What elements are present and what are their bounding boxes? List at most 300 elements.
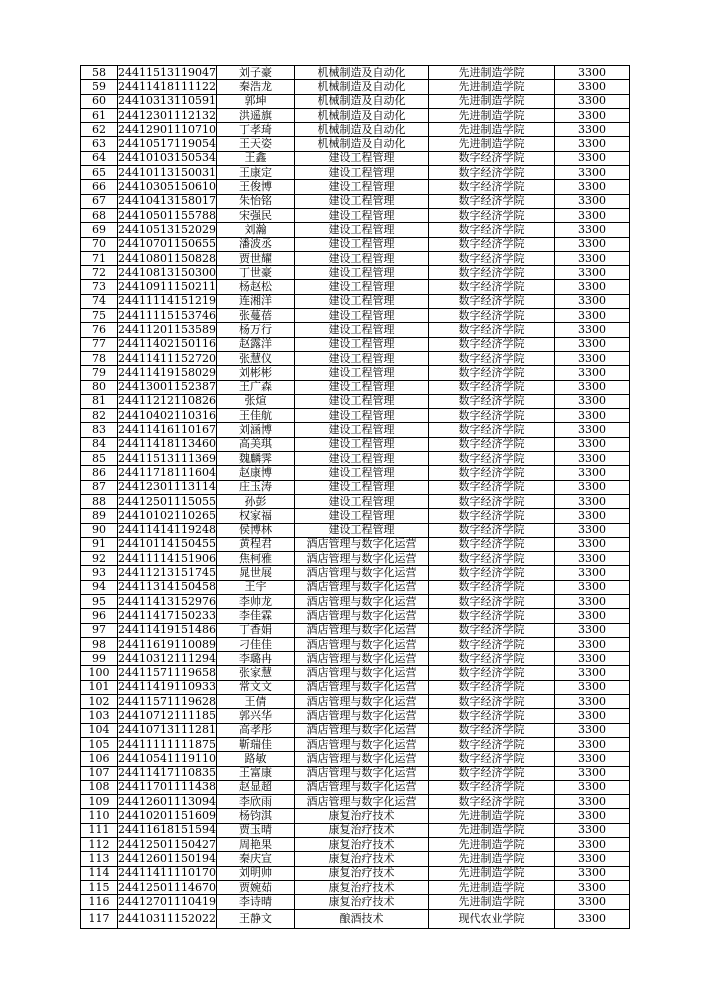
table-row (81, 137, 630, 151)
table-row (81, 795, 630, 809)
amount-cell: 3300 (554, 866, 629, 880)
major-cell: 酒店管理与数字化运营 (294, 695, 428, 709)
college-cell: 数字经济学院 (428, 337, 554, 351)
table-row (81, 680, 630, 694)
student-id-cell: 24410517119054 (118, 137, 216, 151)
major-cell: 建设工程管理 (294, 166, 428, 180)
table-row (81, 409, 630, 423)
amount-cell: 3300 (554, 166, 629, 180)
student-id-cell: 24412901110710 (118, 122, 216, 136)
student-id-cell: 24411571119628 (118, 694, 216, 708)
amount-cell: 3300 (554, 66, 629, 80)
amount-cell: 3300 (554, 366, 629, 380)
college-cell: 数字经济学院 (428, 166, 554, 180)
amount-cell: 3300 (554, 280, 629, 294)
row-number-cell: 86 (81, 466, 118, 480)
major-cell: 建设工程管理 (294, 437, 428, 451)
row-number-cell: 96 (81, 609, 118, 623)
student-name-cell: 杨万行 (216, 323, 294, 337)
major-cell: 建设工程管理 (294, 509, 428, 523)
college-cell: 数字经济学院 (428, 723, 554, 737)
table-row (81, 366, 630, 380)
student-name-cell: 刘明帅 (216, 866, 294, 880)
student-id-cell: 24410313110591 (118, 94, 216, 108)
row-number-cell: 78 (81, 351, 118, 365)
college-cell: 数字经济学院 (428, 494, 554, 508)
amount-cell: 3300 (554, 766, 629, 780)
student-id-cell: 24410312111294 (118, 651, 216, 665)
college-cell: 数字经济学院 (428, 452, 554, 466)
student-id-cell: 24410541119110 (118, 751, 216, 765)
student-id-cell: 24410813150300 (118, 265, 216, 279)
student-name-cell: 郭坤 (216, 94, 294, 108)
student-roster-table (80, 65, 630, 929)
college-cell: 数字经济学院 (428, 409, 554, 423)
college-cell: 先进制造学院 (428, 80, 554, 94)
college-cell: 先进制造学院 (428, 66, 554, 80)
amount-cell: 3300 (554, 838, 629, 852)
table-row (81, 394, 630, 408)
student-id-cell: 24411571119658 (118, 666, 216, 680)
amount-cell: 3300 (554, 895, 629, 909)
college-cell: 数字经济学院 (428, 394, 554, 408)
major-cell: 建设工程管理 (294, 466, 428, 480)
college-cell: 数字经济学院 (428, 695, 554, 709)
student-id-cell: 24410201151609 (118, 809, 216, 823)
row-number-cell: 115 (81, 880, 118, 894)
amount-cell: 3300 (554, 823, 629, 837)
table-row (81, 208, 630, 222)
student-id-cell: 24412701110419 (118, 894, 216, 908)
major-cell: 酒店管理与数字化运营 (294, 594, 428, 608)
table-row (81, 809, 630, 823)
student-name-cell: 丁香娟 (216, 623, 294, 637)
college-cell: 数字经济学院 (428, 251, 554, 265)
student-id-cell: 24411213151745 (118, 566, 216, 580)
table-row (81, 880, 630, 894)
student-name-cell: 杨钧淇 (216, 809, 294, 823)
major-cell: 酒店管理与数字化运营 (294, 780, 428, 794)
amount-cell: 3300 (554, 852, 629, 866)
table-row (81, 223, 630, 237)
row-number-cell: 83 (81, 423, 118, 437)
major-cell: 康复治疗技术 (294, 880, 428, 894)
table-row (81, 280, 630, 294)
major-cell: 建设工程管理 (294, 151, 428, 165)
student-id-cell: 24410501155788 (118, 208, 216, 222)
major-cell: 酒店管理与数字化运营 (294, 723, 428, 737)
student-name-cell: 刘涵博 (216, 423, 294, 437)
student-name-cell: 张煊 (216, 394, 294, 408)
row-number-cell: 97 (81, 623, 118, 637)
student-name-cell: 王佳航 (216, 409, 294, 423)
student-id-cell: 24411513119047 (118, 65, 216, 79)
table-row (81, 94, 630, 108)
student-name-cell: 周艳果 (216, 838, 294, 852)
student-id-cell: 24411701111438 (118, 780, 216, 794)
amount-cell: 3300 (554, 752, 629, 766)
college-cell: 数字经济学院 (428, 266, 554, 280)
major-cell: 机械制造及自动化 (294, 94, 428, 108)
amount-cell: 3300 (554, 294, 629, 308)
major-cell: 建设工程管理 (294, 294, 428, 308)
amount-cell: 3300 (554, 137, 629, 151)
student-name-cell: 李帅龙 (216, 594, 294, 608)
table-row (81, 566, 630, 580)
major-cell: 酒店管理与数字化运营 (294, 566, 428, 580)
table-row (81, 380, 630, 394)
student-id-cell: 24413001152387 (118, 380, 216, 394)
row-number-cell: 87 (81, 480, 118, 494)
amount-cell: 3300 (554, 537, 629, 551)
table-row (81, 652, 630, 666)
student-id-cell: 24411416110167 (118, 423, 216, 437)
table-row (81, 780, 630, 794)
amount-cell: 3300 (554, 709, 629, 723)
table-row (81, 637, 630, 651)
table-row (81, 466, 630, 480)
row-number-cell: 80 (81, 380, 118, 394)
student-name-cell: 刘子豪 (216, 66, 294, 80)
row-number-cell: 65 (81, 166, 118, 180)
student-name-cell: 庄玉涛 (216, 480, 294, 494)
table-row (81, 623, 630, 637)
amount-cell: 3300 (554, 194, 629, 208)
row-number-cell: 67 (81, 194, 118, 208)
student-name-cell: 秦浩龙 (216, 80, 294, 94)
college-cell: 数字经济学院 (428, 294, 554, 308)
student-id-cell: 24411114151219 (118, 294, 216, 308)
major-cell: 建设工程管理 (294, 380, 428, 394)
student-name-cell: 朱怡铭 (216, 194, 294, 208)
amount-cell: 3300 (554, 552, 629, 566)
amount-cell: 3300 (554, 251, 629, 265)
major-cell: 建设工程管理 (294, 208, 428, 222)
major-cell: 康复治疗技术 (294, 809, 428, 823)
student-name-cell: 刁佳佳 (216, 637, 294, 651)
table-row (81, 752, 630, 766)
table-row (81, 909, 630, 928)
college-cell: 数字经济学院 (428, 380, 554, 394)
row-number-cell: 85 (81, 452, 118, 466)
student-name-cell: 王天姿 (216, 137, 294, 151)
college-cell: 数字经济学院 (428, 151, 554, 165)
student-id-cell: 24411115153746 (118, 308, 216, 322)
student-name-cell: 王静文 (216, 909, 294, 928)
table-row (81, 580, 630, 594)
college-cell: 数字经济学院 (428, 208, 554, 222)
amount-cell: 3300 (554, 223, 629, 237)
major-cell: 建设工程管理 (294, 337, 428, 351)
amount-cell: 3300 (554, 566, 629, 580)
student-name-cell: 王倩 (216, 695, 294, 709)
student-id-cell: 24411419158029 (118, 365, 216, 379)
row-number-cell: 117 (81, 909, 118, 928)
amount-cell: 3300 (554, 737, 629, 751)
student-id-cell: 24410102110265 (118, 508, 216, 522)
row-number-cell: 112 (81, 838, 118, 852)
college-cell: 先进制造学院 (428, 809, 554, 823)
student-id-cell: 24411411152720 (118, 351, 216, 365)
student-name-cell: 高孝彤 (216, 723, 294, 737)
amount-cell: 3300 (554, 351, 629, 365)
amount-cell: 3300 (554, 695, 629, 709)
major-cell: 机械制造及自动化 (294, 137, 428, 151)
major-cell: 酒店管理与数字化运营 (294, 795, 428, 809)
amount-cell: 3300 (554, 623, 629, 637)
major-cell: 建设工程管理 (294, 480, 428, 494)
amount-cell: 3300 (554, 609, 629, 623)
major-cell: 酿酒技术 (294, 909, 428, 928)
college-cell: 现代农业学院 (428, 909, 554, 928)
college-cell: 数字经济学院 (428, 237, 554, 251)
row-number-cell: 90 (81, 523, 118, 537)
table-row (81, 309, 630, 323)
student-name-cell: 贾世耀 (216, 251, 294, 265)
student-name-cell: 连湘洋 (216, 294, 294, 308)
major-cell: 建设工程管理 (294, 309, 428, 323)
major-cell: 酒店管理与数字化运营 (294, 537, 428, 551)
student-id-cell: 24411402150116 (118, 337, 216, 351)
table-row (81, 180, 630, 194)
amount-cell: 3300 (554, 523, 629, 537)
row-number-cell: 75 (81, 309, 118, 323)
student-name-cell: 王俊博 (216, 180, 294, 194)
student-id-cell: 24411314150458 (118, 580, 216, 594)
table-row (81, 852, 630, 866)
row-number-cell: 100 (81, 666, 118, 680)
row-number-cell: 84 (81, 437, 118, 451)
table-row (81, 237, 630, 251)
table-row (81, 423, 630, 437)
table-body (81, 66, 630, 929)
major-cell: 酒店管理与数字化运营 (294, 709, 428, 723)
college-cell: 先进制造学院 (428, 852, 554, 866)
amount-cell: 3300 (554, 680, 629, 694)
student-id-cell: 24410413158017 (118, 194, 216, 208)
table-row (81, 437, 630, 451)
amount-cell: 3300 (554, 494, 629, 508)
table-row (81, 766, 630, 780)
amount-cell: 3300 (554, 237, 629, 251)
table-row (81, 294, 630, 308)
row-number-cell: 69 (81, 223, 118, 237)
major-cell: 建设工程管理 (294, 394, 428, 408)
student-name-cell: 王鑫 (216, 151, 294, 165)
amount-cell: 3300 (554, 909, 629, 928)
college-cell: 先进制造学院 (428, 108, 554, 122)
college-cell: 数字经济学院 (428, 351, 554, 365)
student-id-cell: 24410513152029 (118, 222, 216, 236)
amount-cell: 3300 (554, 409, 629, 423)
row-number-cell: 79 (81, 366, 118, 380)
student-name-cell: 洪遥旗 (216, 108, 294, 122)
amount-cell: 3300 (554, 337, 629, 351)
major-cell: 酒店管理与数字化运营 (294, 766, 428, 780)
table-row (81, 480, 630, 494)
college-cell: 数字经济学院 (428, 666, 554, 680)
student-name-cell: 高美琪 (216, 437, 294, 451)
amount-cell: 3300 (554, 151, 629, 165)
row-number-cell: 108 (81, 780, 118, 794)
college-cell: 先进制造学院 (428, 94, 554, 108)
amount-cell: 3300 (554, 309, 629, 323)
student-id-cell: 24411413152976 (118, 594, 216, 608)
amount-cell: 3300 (554, 380, 629, 394)
row-number-cell: 102 (81, 695, 118, 709)
major-cell: 康复治疗技术 (294, 895, 428, 909)
college-cell: 先进制造学院 (428, 866, 554, 880)
student-id-cell: 24411418111122 (118, 79, 216, 93)
major-cell: 建设工程管理 (294, 323, 428, 337)
row-number-cell: 63 (81, 137, 118, 151)
college-cell: 数字经济学院 (428, 795, 554, 809)
table-row (81, 523, 630, 537)
college-cell: 先进制造学院 (428, 123, 554, 137)
row-number-cell: 98 (81, 637, 118, 651)
college-cell: 数字经济学院 (428, 580, 554, 594)
college-cell: 数字经济学院 (428, 566, 554, 580)
major-cell: 机械制造及自动化 (294, 80, 428, 94)
table-row (81, 609, 630, 623)
college-cell: 数字经济学院 (428, 223, 554, 237)
college-cell: 数字经济学院 (428, 480, 554, 494)
amount-cell: 3300 (554, 580, 629, 594)
college-cell: 数字经济学院 (428, 537, 554, 551)
student-name-cell: 靳瑞佳 (216, 737, 294, 751)
amount-cell: 3300 (554, 266, 629, 280)
major-cell: 建设工程管理 (294, 280, 428, 294)
amount-cell: 3300 (554, 637, 629, 651)
table-row (81, 838, 630, 852)
amount-cell: 3300 (554, 323, 629, 337)
college-cell: 数字经济学院 (428, 652, 554, 666)
table-row (81, 723, 630, 737)
table-row (81, 194, 630, 208)
row-number-cell: 58 (81, 66, 118, 80)
student-name-cell: 路敏 (216, 752, 294, 766)
amount-cell: 3300 (554, 666, 629, 680)
row-number-cell: 94 (81, 580, 118, 594)
major-cell: 酒店管理与数字化运营 (294, 652, 428, 666)
student-name-cell: 杨赵松 (216, 280, 294, 294)
row-number-cell: 77 (81, 337, 118, 351)
major-cell: 建设工程管理 (294, 266, 428, 280)
college-cell: 数字经济学院 (428, 637, 554, 651)
college-cell: 数字经济学院 (428, 780, 554, 794)
student-id-cell: 24410311152022 (118, 909, 217, 928)
table-row (81, 80, 630, 94)
major-cell: 建设工程管理 (294, 494, 428, 508)
row-number-cell: 82 (81, 409, 118, 423)
row-number-cell: 72 (81, 266, 118, 280)
student-id-cell: 24410712111185 (118, 709, 216, 722)
student-name-cell: 李佳霖 (216, 609, 294, 623)
student-name-cell: 常文文 (216, 680, 294, 694)
table-row (81, 166, 630, 180)
major-cell: 机械制造及自动化 (294, 108, 428, 122)
amount-cell: 3300 (554, 880, 629, 894)
amount-cell: 3300 (554, 94, 629, 108)
row-number-cell: 116 (81, 895, 118, 909)
student-id-cell: 24410713111281 (118, 723, 216, 737)
college-cell: 数字经济学院 (428, 509, 554, 523)
major-cell: 建设工程管理 (294, 351, 428, 365)
row-number-cell: 91 (81, 537, 118, 551)
row-number-cell: 114 (81, 866, 118, 880)
college-cell: 数字经济学院 (428, 466, 554, 480)
student-id-cell: 24412501115055 (118, 494, 216, 508)
student-name-cell: 王富康 (216, 766, 294, 780)
table-row (81, 823, 630, 837)
amount-cell: 3300 (554, 108, 629, 122)
college-cell: 数字经济学院 (428, 180, 554, 194)
major-cell: 建设工程管理 (294, 366, 428, 380)
row-number-cell: 59 (81, 80, 118, 94)
student-name-cell: 刘瀚 (216, 223, 294, 237)
major-cell: 酒店管理与数字化运营 (294, 609, 428, 623)
major-cell: 酒店管理与数字化运营 (294, 680, 428, 694)
row-number-cell: 104 (81, 723, 118, 737)
major-cell: 建设工程管理 (294, 194, 428, 208)
table-row (81, 552, 630, 566)
row-number-cell: 113 (81, 852, 118, 866)
student-id-cell: 24411212110826 (118, 394, 216, 408)
college-cell: 先进制造学院 (428, 823, 554, 837)
college-cell: 先进制造学院 (428, 880, 554, 894)
major-cell: 酒店管理与数字化运营 (294, 580, 428, 594)
major-cell: 建设工程管理 (294, 423, 428, 437)
student-name-cell: 秦庆宣 (216, 852, 294, 866)
table-row (81, 494, 630, 508)
major-cell: 酒店管理与数字化运营 (294, 623, 428, 637)
amount-cell: 3300 (554, 437, 629, 451)
college-cell: 先进制造学院 (428, 137, 554, 151)
row-number-cell: 106 (81, 752, 118, 766)
college-cell: 数字经济学院 (428, 366, 554, 380)
student-name-cell: 贾玉晴 (216, 823, 294, 837)
student-id-cell: 24412601113094 (118, 794, 216, 808)
student-id-cell: 24411513111369 (118, 451, 216, 465)
amount-cell: 3300 (554, 780, 629, 794)
student-id-cell: 24411111111875 (118, 737, 216, 751)
major-cell: 建设工程管理 (294, 452, 428, 466)
student-name-cell: 张蔓蓓 (216, 309, 294, 323)
table-row (81, 594, 630, 608)
amount-cell: 3300 (554, 466, 629, 480)
student-id-cell: 24410911150211 (118, 280, 216, 294)
table-row (81, 151, 630, 165)
college-cell: 数字经济学院 (428, 437, 554, 451)
student-id-cell: 24412301112132 (118, 108, 216, 122)
major-cell: 康复治疗技术 (294, 823, 428, 837)
table-row (81, 709, 630, 723)
amount-cell: 3300 (554, 509, 629, 523)
table-row (81, 337, 630, 351)
table-row (81, 452, 630, 466)
student-id-cell: 24412501150427 (118, 837, 216, 851)
student-id-cell: 24410801150828 (118, 251, 216, 265)
student-id-cell: 24410103150534 (118, 151, 216, 165)
amount-cell: 3300 (554, 423, 629, 437)
row-number-cell: 101 (81, 680, 118, 694)
row-number-cell: 93 (81, 566, 118, 580)
amount-cell: 3300 (554, 652, 629, 666)
table-row (81, 695, 630, 709)
row-number-cell: 60 (81, 94, 118, 108)
college-cell: 数字经济学院 (428, 194, 554, 208)
student-name-cell: 侯博林 (216, 523, 294, 537)
